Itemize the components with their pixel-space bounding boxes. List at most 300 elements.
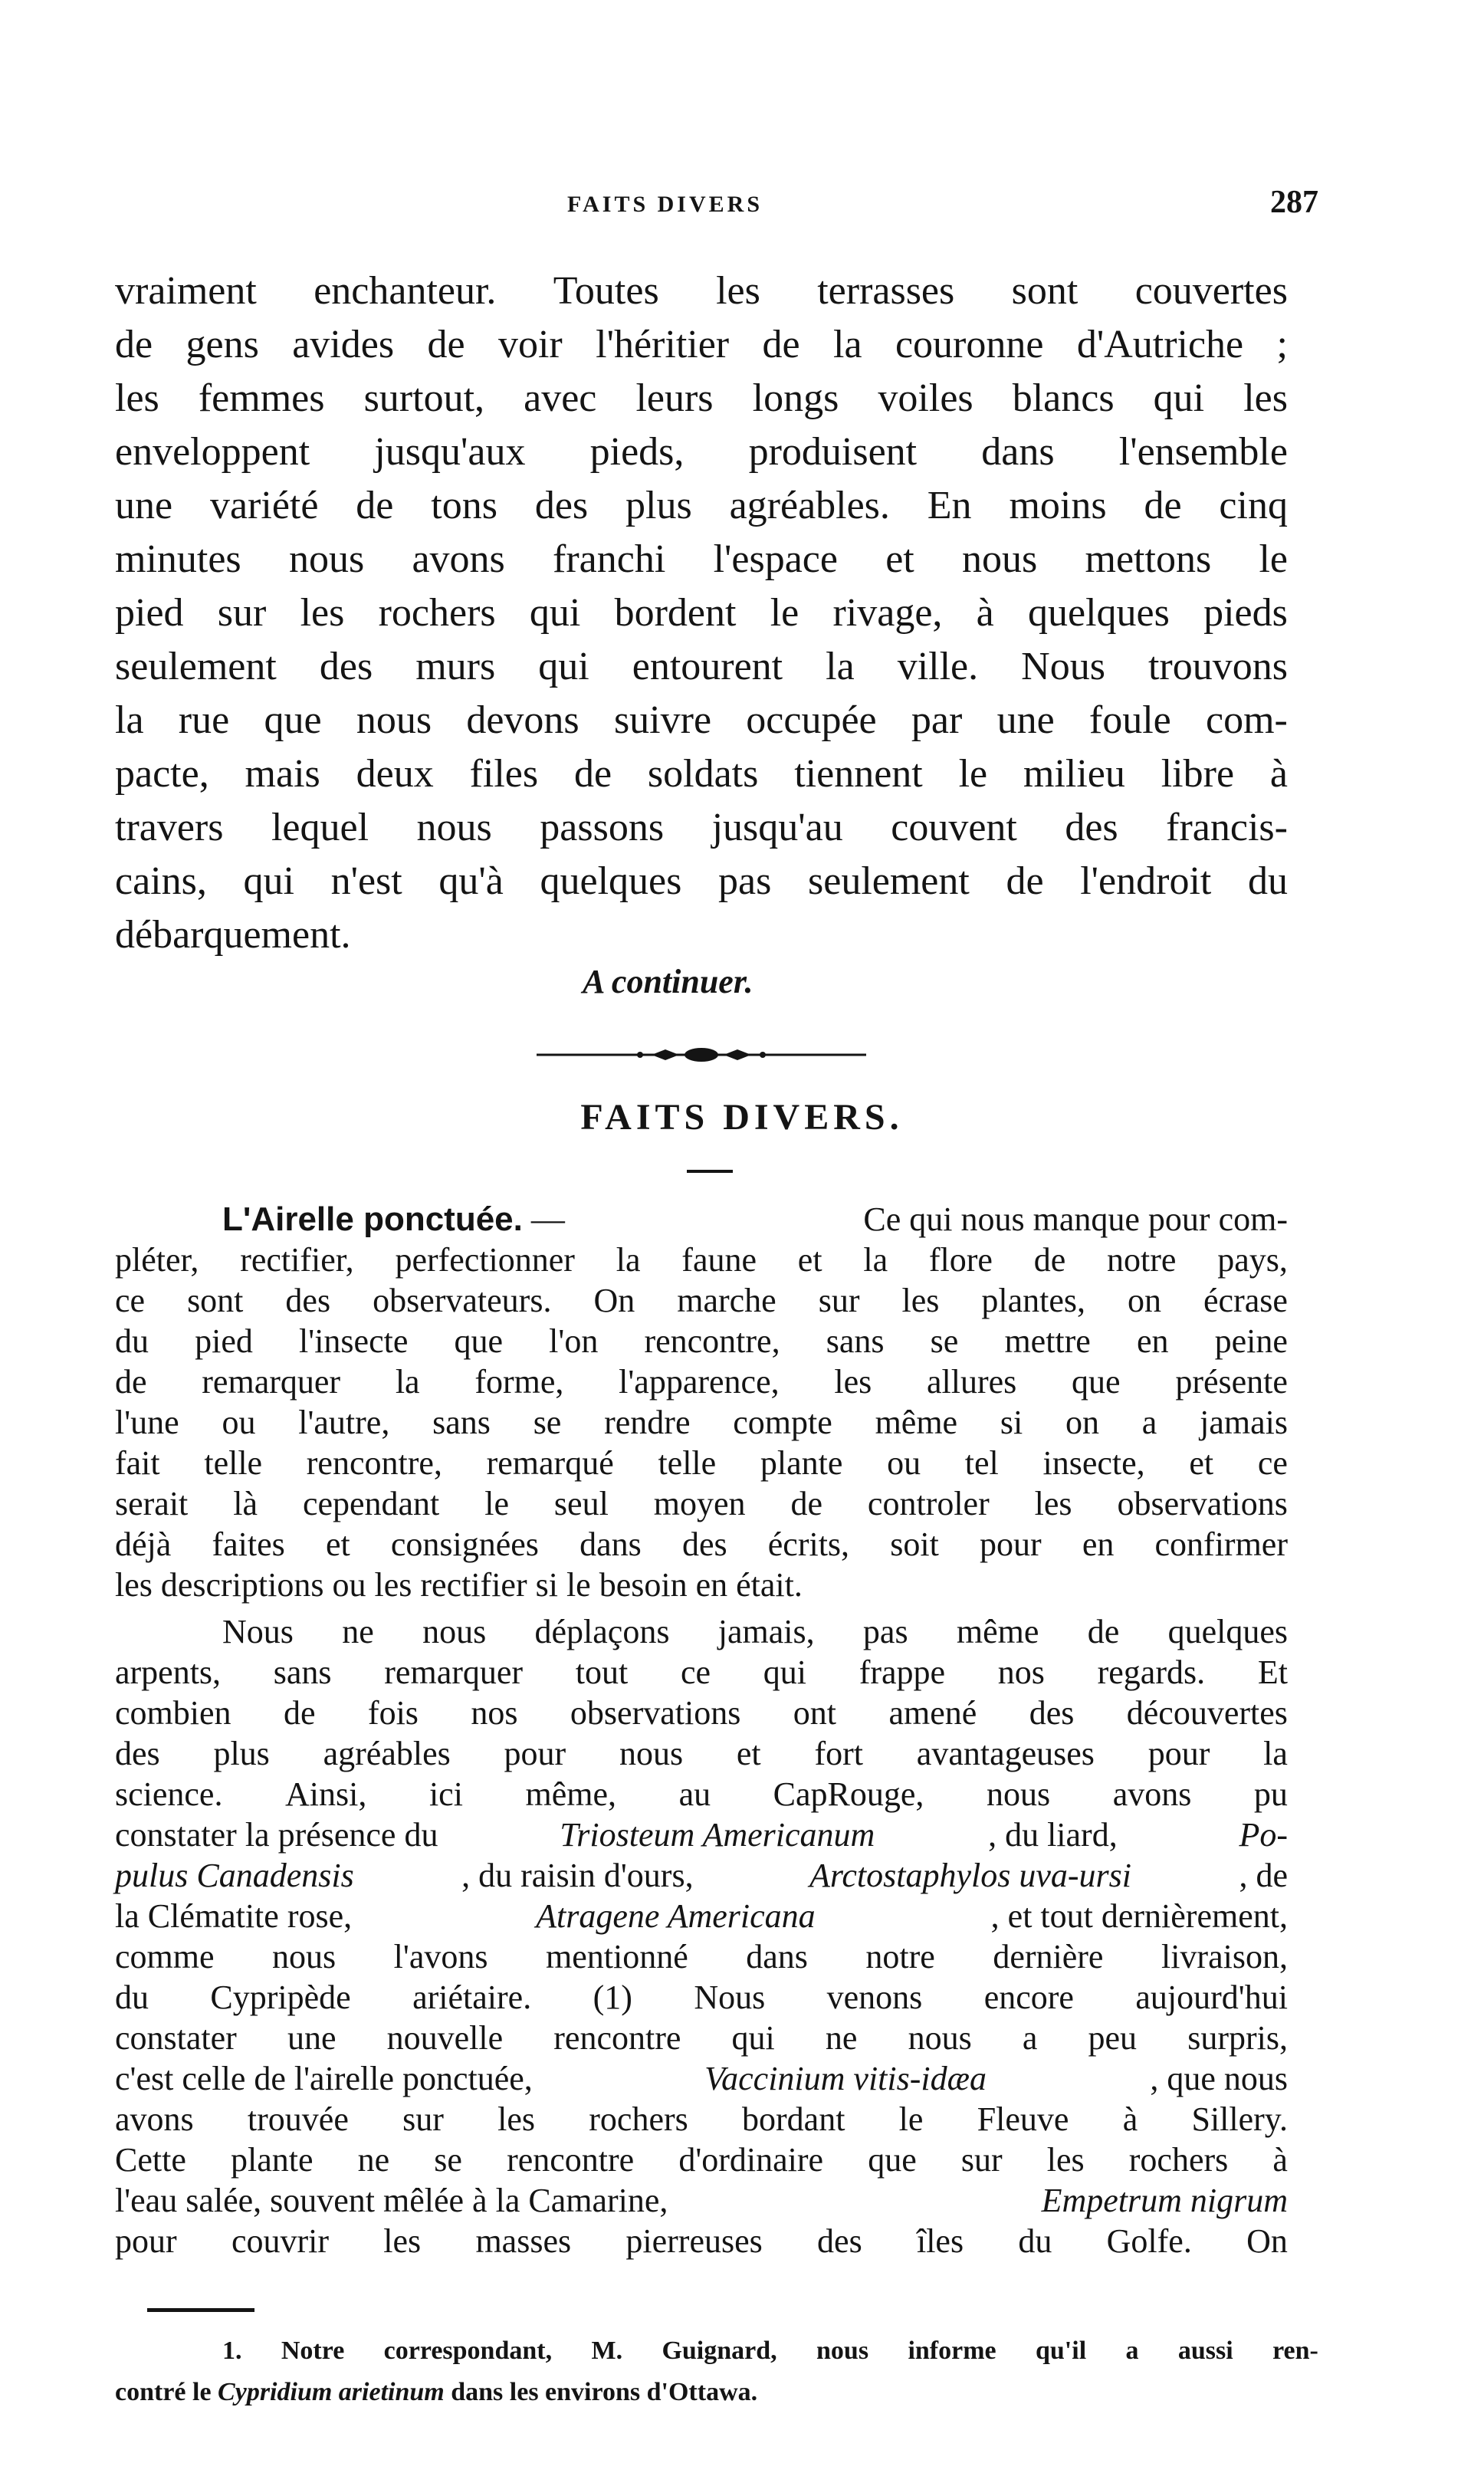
word: et (325, 1525, 350, 1563)
word: a (1022, 2019, 1038, 2057)
word: voir (497, 323, 563, 366)
word: enveloppent (115, 430, 310, 474)
article-body (115, 1199, 1288, 2261)
text-line (115, 1936, 1288, 1977)
word: avides (292, 323, 395, 366)
species-name: Arctostaphylos uva-ursi (809, 1857, 1132, 1894)
word: le (1259, 537, 1288, 581)
text-fragment: Ce qui nous manque pour com- (863, 1200, 1288, 1238)
word: pieds (1203, 591, 1288, 635)
footnote (115, 2330, 1318, 2413)
text-line (115, 855, 1288, 908)
word: l'héritier (596, 323, 730, 366)
word: d'ordinaire (678, 2141, 824, 2179)
word: qui (1153, 376, 1205, 420)
word: seul (553, 1485, 609, 1522)
word: de (762, 323, 800, 366)
word: sans (273, 1654, 332, 1691)
word: pied (115, 591, 184, 635)
word: nous (416, 806, 492, 849)
word: nouvelle (386, 2019, 504, 2057)
word: ou (222, 1404, 256, 1441)
word: flore (928, 1241, 993, 1279)
text-line (115, 1611, 1288, 1652)
text-fragment: constater la présence du (115, 1816, 447, 1854)
word: dans (579, 1525, 642, 1563)
footnote-line (115, 2330, 1318, 2372)
word: l'insecte (299, 1322, 409, 1360)
word: sont (1011, 269, 1079, 313)
text-fragment: contré le (115, 2378, 218, 2406)
word: CapRouge, (773, 1775, 924, 1813)
text-line (115, 1280, 1288, 1321)
word: consignées (390, 1525, 539, 1563)
text-line (115, 479, 1288, 533)
word: au (678, 1775, 711, 1813)
word: surtout, (363, 376, 485, 420)
word: Fleuve (977, 2100, 1069, 2138)
text-line (115, 640, 1288, 694)
word: pour (115, 2222, 177, 2260)
text-fragment: , du liard, (988, 1816, 1126, 1854)
word: rencontre, (644, 1322, 780, 1360)
word: cinq (1219, 484, 1288, 527)
word: présente (1175, 1363, 1288, 1401)
word: qui (243, 859, 294, 903)
word: tel (964, 1444, 999, 1482)
word: que (1072, 1363, 1121, 1401)
word: notre (1107, 1241, 1177, 1279)
word: correspondant, (383, 2337, 553, 2365)
text-line (115, 1652, 1288, 1693)
word: produisent (748, 430, 918, 474)
word: même, (525, 1775, 617, 1813)
word: avec (524, 376, 597, 420)
word: sur (960, 2141, 1003, 2179)
word: ren- (1272, 2337, 1318, 2365)
word: mettons (1085, 537, 1212, 581)
word: plus (625, 484, 692, 527)
word: perfectionner (395, 1241, 575, 1279)
word: rencontre (507, 2141, 635, 2179)
text-line (115, 1443, 1288, 1483)
text-fragment: la Clématite rose, (115, 1897, 361, 1935)
word: faune (681, 1241, 757, 1279)
word: Et (1257, 1654, 1288, 1691)
species-name: Triosteum Americanum (560, 1816, 875, 1854)
word: travers (115, 806, 224, 849)
word: nous (908, 2019, 972, 2057)
word: à (1272, 2141, 1288, 2179)
word: la (395, 1363, 420, 1401)
text-fragment: c'est celle de l'airelle ponctuée, (115, 2060, 541, 2097)
word: terrasses (817, 269, 955, 313)
word: du (115, 1979, 149, 2016)
word: remarqué (486, 1444, 614, 1482)
word: pieds, (589, 430, 685, 474)
word: rivage, (832, 591, 943, 635)
word: Sillery. (1191, 2100, 1288, 2138)
word: des (534, 484, 589, 527)
footnote-line (115, 2372, 1318, 2413)
word: et (1189, 1444, 1214, 1482)
text-line (115, 533, 1288, 586)
word: minutes (115, 537, 241, 581)
word: pierreuses (625, 2222, 763, 2260)
word: couvertes (1134, 269, 1288, 313)
text-line (115, 2180, 1288, 2221)
word: plus (213, 1735, 270, 1772)
word: avons (1112, 1775, 1192, 1813)
word: que (264, 698, 322, 742)
text-fragment: , que nous (1150, 2060, 1288, 2097)
word: agréables (323, 1735, 451, 1772)
word: jamais (1200, 1404, 1288, 1441)
word: l'autre, (298, 1404, 390, 1441)
word: jusqu'au (711, 806, 843, 849)
word: l'espace (713, 537, 838, 581)
word: quelques (1167, 1613, 1288, 1650)
word: quelques (540, 859, 682, 903)
species-name: pulus Canadensis (115, 1857, 354, 1894)
word: que (454, 1322, 504, 1360)
word: pacte, (115, 752, 209, 796)
word: sur (818, 1282, 860, 1319)
word: déplaçons (534, 1613, 670, 1650)
word: devons (466, 698, 579, 742)
word: forme, (474, 1363, 564, 1401)
text-fragment: , du raisin d'ours, (461, 1857, 702, 1894)
word: nous (987, 1775, 1051, 1813)
word: la (826, 645, 855, 688)
word: Cette (115, 2141, 186, 2179)
word: de (1006, 859, 1044, 903)
word: (1) (593, 1979, 632, 2016)
word: peu (1088, 2019, 1138, 2057)
word: trouvée (247, 2100, 349, 2138)
ornament-divider (537, 1041, 866, 1069)
word: lequel (271, 806, 369, 849)
word: aujourd'hui (1135, 1979, 1288, 2016)
text-line (115, 694, 1288, 747)
word: et (736, 1735, 761, 1772)
word: nos (997, 1654, 1045, 1691)
word: insecte, (1042, 1444, 1145, 1482)
text-line (115, 1321, 1288, 1361)
word: des (681, 1525, 727, 1563)
word: ou (887, 1444, 921, 1482)
word: ici (428, 1775, 463, 1813)
word: occupée (746, 698, 877, 742)
footnote-rule (147, 2308, 254, 2312)
word: des (115, 1735, 160, 1772)
word: rochers (589, 2100, 688, 2138)
word: serait (115, 1485, 189, 1522)
species-name: Po- (1239, 1816, 1288, 1854)
word: la (115, 698, 144, 742)
text-line (115, 801, 1288, 855)
word: des (285, 1282, 331, 1319)
word: agréables. (729, 484, 890, 527)
text-fragment: , de (1239, 1857, 1288, 1894)
word: longs (752, 376, 839, 420)
word: mais (245, 752, 320, 796)
word: rochers (378, 591, 496, 635)
word: vraiment (115, 269, 257, 313)
species-name: Atragene Americana (536, 1897, 816, 1935)
word: les (300, 591, 345, 635)
word: francis- (1166, 806, 1288, 849)
word: pas (718, 859, 772, 903)
word: ville. (897, 645, 979, 688)
word: les (1046, 2141, 1085, 2179)
word: soit (890, 1525, 939, 1563)
word: rochers (1128, 2141, 1229, 2179)
word: en (1082, 1525, 1115, 1563)
word: écrits, (767, 1525, 850, 1563)
word: de (1144, 484, 1182, 527)
text-line (115, 1896, 1288, 1936)
word: la (1263, 1735, 1288, 1772)
word: l'une (115, 1404, 179, 1441)
word: files (469, 752, 539, 796)
species-name: Cypridium arietinum (218, 2378, 445, 2406)
word: là (233, 1485, 258, 1522)
word: la (616, 1241, 641, 1279)
word: les (901, 1282, 940, 1319)
word: informe (908, 2337, 996, 2365)
word: dans (981, 430, 1055, 474)
word: Notre (281, 2337, 345, 2365)
word: avantageuses (916, 1735, 1095, 1772)
word: fait (115, 1444, 160, 1482)
text-line (115, 2140, 1288, 2180)
word: murs (415, 645, 496, 688)
word: sans (826, 1322, 885, 1360)
word: variété (209, 484, 319, 527)
word: voiles (878, 376, 973, 420)
word: Nous (222, 1613, 294, 1650)
word: combien (115, 1694, 231, 1732)
word: se (434, 2141, 462, 2179)
word: passons (540, 806, 665, 849)
word: ariétaire. (412, 1979, 532, 2016)
word: 1. (222, 2337, 242, 2365)
word: pays, (1217, 1241, 1288, 1279)
word: si (1000, 1404, 1023, 1441)
word: remarquer (384, 1654, 524, 1691)
text-line (115, 1240, 1288, 1280)
word: pied (195, 1322, 253, 1360)
word: nos (471, 1694, 518, 1732)
word: deux (356, 752, 434, 796)
word: telle (204, 1444, 263, 1482)
word: Guignard, (662, 2337, 777, 2365)
word: par (911, 698, 963, 742)
word: dans (746, 1938, 808, 1975)
text-fragment: l'eau salée, souvent mêlée à la Camarine, (115, 2182, 677, 2219)
word: comme (115, 1938, 215, 1975)
word: le (484, 1485, 509, 1522)
text-line (115, 1524, 1288, 1565)
text-line (115, 425, 1288, 479)
word: a (1125, 2337, 1139, 2365)
word: de (1033, 1241, 1066, 1279)
word: à (976, 591, 994, 635)
word: les (383, 2222, 422, 2260)
continuation-note: A continuer. (583, 963, 753, 1000)
word: de (1087, 1613, 1120, 1650)
word: de (115, 1363, 147, 1401)
section-heading: FAITS DIVERS. (580, 1097, 904, 1138)
word: une (996, 698, 1055, 742)
word: plante (760, 1444, 843, 1482)
word: on (1128, 1282, 1162, 1319)
word: bordant (742, 2100, 845, 2138)
word: des (1065, 806, 1118, 849)
word: ce (115, 1282, 146, 1319)
word: couvent (891, 806, 1017, 849)
word: nous (962, 537, 1038, 581)
word: surpris, (1187, 2019, 1288, 2057)
word: com- (1206, 698, 1288, 742)
text-line (115, 2099, 1288, 2140)
word: n'est (330, 859, 402, 903)
word: seulement (115, 645, 277, 688)
text-line (115, 1814, 1288, 1855)
word: compte (733, 1404, 832, 1441)
word: franchi (553, 537, 666, 581)
text-line (115, 1361, 1288, 1402)
word: mentionné (546, 1938, 688, 1975)
word: ce (680, 1654, 711, 1691)
word: enchanteur. (314, 269, 497, 313)
word: controler (867, 1485, 990, 1522)
word: bordent (614, 591, 737, 635)
word: milieu (1023, 752, 1125, 796)
word: qui (763, 1654, 806, 1691)
article-title: L'Airelle ponctuée. (222, 1200, 523, 1238)
word: les (716, 269, 760, 313)
word: de (427, 323, 465, 366)
text-fragment: dans les environs d'Ottawa. (444, 2378, 758, 2406)
word: suivre (613, 698, 712, 742)
word: rencontre (553, 2019, 681, 2057)
word: nous (272, 1938, 337, 1975)
text-line (115, 2058, 1288, 2099)
word: confirmer (1154, 1525, 1288, 1563)
word: le (898, 2100, 924, 2138)
word: une (115, 484, 173, 527)
word: jusqu'aux (374, 430, 526, 474)
word: masses (475, 2222, 572, 2260)
word: ; (1276, 323, 1288, 366)
word: les (497, 2100, 536, 2138)
text-line (115, 264, 1288, 318)
word: rue (178, 698, 230, 742)
word: tiennent (794, 752, 923, 796)
word: faites (212, 1525, 285, 1563)
word: mettre (1004, 1322, 1091, 1360)
word: qui (529, 591, 581, 635)
word: foule (1088, 698, 1171, 742)
word: nous (619, 1735, 684, 1772)
text-line (115, 1733, 1288, 1774)
word: d'Autriche (1076, 323, 1244, 366)
word: des (319, 645, 373, 688)
word: des (1029, 1694, 1075, 1732)
word: tout (575, 1654, 629, 1691)
word: se (930, 1322, 959, 1360)
intro-paragraph (115, 264, 1288, 962)
word: à (1122, 2100, 1138, 2138)
word: On (593, 1282, 635, 1319)
word: regards. (1097, 1654, 1206, 1691)
word: le (770, 591, 799, 635)
word: pas (862, 1613, 908, 1650)
word: remarquer (202, 1363, 341, 1401)
word: fois (367, 1694, 419, 1732)
word: notre (865, 1938, 935, 1975)
word: même (875, 1404, 958, 1441)
word: on (1065, 1404, 1100, 1441)
word: sur (402, 2100, 444, 2138)
word: de (356, 484, 394, 527)
word: rendre (604, 1404, 691, 1441)
word: sur (217, 591, 267, 635)
word: de (283, 1694, 316, 1732)
word: jamais, (717, 1613, 815, 1650)
word: plantes, (981, 1282, 1086, 1319)
word: entourent (632, 645, 783, 688)
word: pour (504, 1735, 566, 1772)
word: les (1243, 376, 1288, 420)
word: amené (888, 1694, 977, 1732)
word: moyen (653, 1485, 746, 1522)
word: leurs (635, 376, 714, 420)
word: livraison, (1161, 1938, 1288, 1975)
word: cependant (302, 1485, 440, 1522)
word: cains, (115, 859, 207, 903)
word: Golfe. (1106, 2222, 1192, 2260)
word: découvertes (1126, 1694, 1288, 1732)
word: frappe (859, 1654, 946, 1691)
word: à (1269, 752, 1288, 796)
species-name: Empetrum nigrum (1041, 2182, 1288, 2219)
word: l'on (549, 1322, 599, 1360)
word: encore (983, 1979, 1074, 2016)
word: en (1136, 1322, 1169, 1360)
word: rencontre, (306, 1444, 442, 1482)
word: et (885, 537, 914, 581)
word: On (1246, 2222, 1288, 2260)
word: du (115, 1322, 149, 1360)
text-line (115, 1855, 1288, 1896)
species-name: Vaccinium vitis-idæa (704, 2060, 987, 2097)
word: du (1018, 2222, 1052, 2260)
word: une (287, 2019, 337, 2057)
word: de (115, 323, 153, 366)
word: pléter, (115, 1241, 199, 1279)
heading-rule (687, 1170, 733, 1173)
word: nous (422, 1613, 487, 1650)
word: l'endroit (1080, 859, 1212, 903)
word: nous (288, 537, 365, 581)
word: ont (793, 1694, 836, 1732)
text-line (115, 372, 1288, 425)
word: telle (658, 1444, 717, 1482)
word: science. (115, 1775, 223, 1813)
